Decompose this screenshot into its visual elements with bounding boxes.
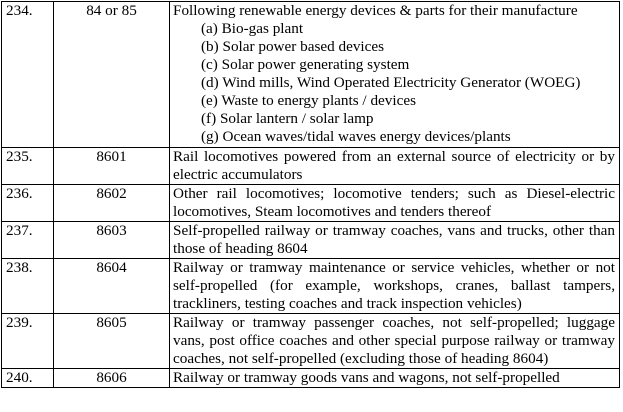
serial-number: 240. — [2, 369, 54, 388]
list-item: (f) Solar lantern / solar lamp — [201, 110, 374, 127]
serial-number: 235. — [2, 148, 54, 185]
serial-number: 239. — [2, 314, 54, 369]
table-row — [2, 222, 620, 259]
list-item: (e) Waste to energy plants / devices — [201, 92, 416, 109]
tariff-table — [1, 1, 620, 388]
description-cell: Other rail locomotives; locomotive tenders; such as Diesel-electric locomotives, Steam locomotives and tenders thereof — [170, 185, 620, 222]
list-item: (g) Ocean waves/tidal waves energy devices/plants — [201, 128, 511, 145]
table-row — [2, 369, 620, 388]
heading-code: 8606 — [54, 369, 170, 388]
list-item: (c) Solar power generating system — [201, 56, 410, 73]
heading-code: 8602 — [54, 185, 170, 222]
description-cell: Railway or tramway passenger coaches, not self-propelled; luggage vans, post office coaches and other special purpose railway or tramway coaches, not self-propelled (excluding those of heading 8604) — [170, 314, 620, 369]
table-row — [2, 185, 620, 222]
description-cell: Railway or tramway goods vans and wagons, not self-propelled — [170, 369, 620, 388]
list-item: (b) Solar power based devices — [201, 38, 385, 55]
description-text: Following renewable energy devices & parts for their manufacture — [173, 2, 578, 19]
list-item: (a) Bio-gas plant — [201, 20, 304, 37]
heading-code: 8604 — [54, 259, 170, 314]
table-row — [2, 148, 620, 185]
serial-number: 234. — [2, 2, 54, 148]
list-item: (d) Wind mills, Wind Operated Electricity Generator (WOEG) — [201, 74, 581, 91]
description-cell: Railway or tramway maintenance or service vehicles, whether or not self-propelled (for example, workshops, cranes, ballast tampers, trackliners, testing coaches and track inspection vehicles) — [170, 259, 620, 314]
serial-number: 237. — [2, 222, 54, 259]
table-row — [2, 314, 620, 369]
heading-code: 8605 — [54, 314, 170, 369]
description-cell — [170, 2, 620, 148]
serial-number: 236. — [2, 185, 54, 222]
heading-code: 8601 — [54, 148, 170, 185]
serial-number: 238. — [2, 259, 54, 314]
table-row — [2, 259, 620, 314]
table-row — [2, 2, 620, 148]
description-cell: Self-propelled railway or tramway coaches, vans and trucks, other than those of heading 8604 — [170, 222, 620, 259]
description-cell: Rail locomotives powered from an external source of electricity or by electric accumulators — [170, 148, 620, 185]
heading-code: 84 or 85 — [54, 2, 170, 148]
heading-code: 8603 — [54, 222, 170, 259]
